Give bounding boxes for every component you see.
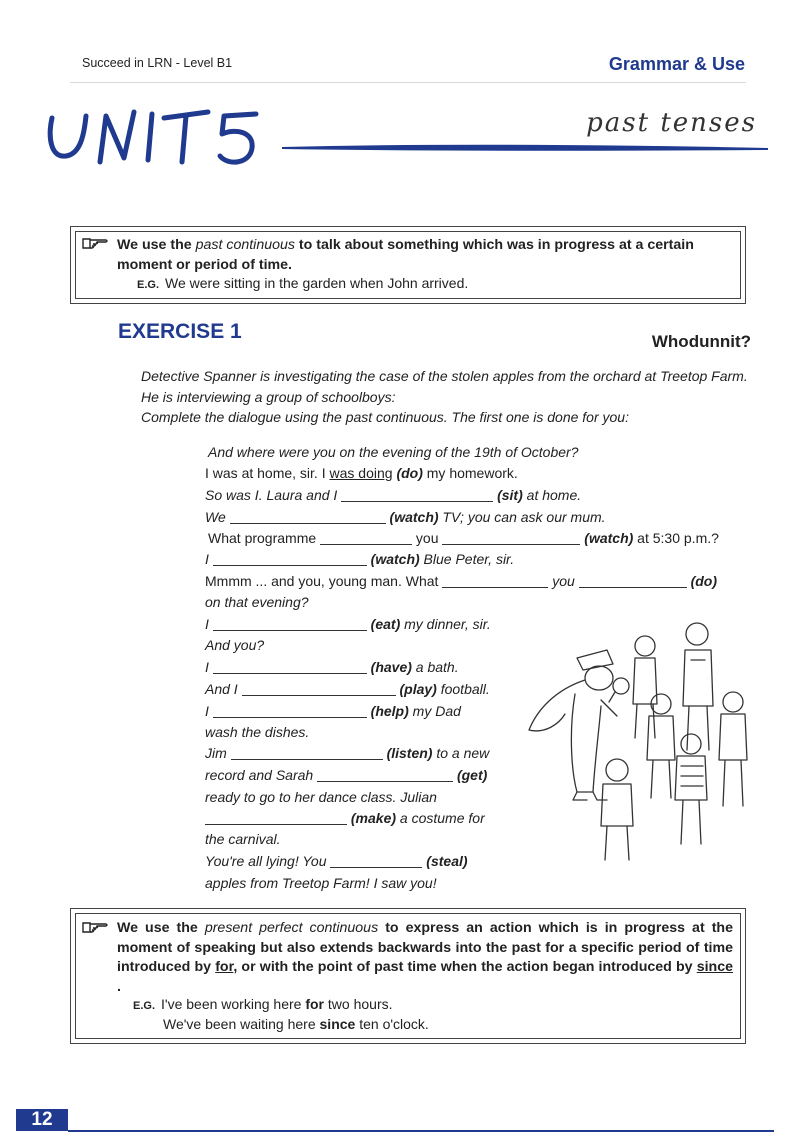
detective-and-boys-illustration bbox=[515, 620, 750, 870]
rule-text: We use the present perfect continuous to express an action which is in progress at the moment of speaking but also extends backwards into the past for a specific period of time introduced by for, or with the point of past time when the action began introduced by since . bbox=[117, 920, 733, 995]
answer-blank[interactable] bbox=[230, 522, 386, 524]
section-title: Grammar & Use bbox=[608, 54, 745, 74]
dialogue-line: wash the dishes. bbox=[205, 724, 310, 740]
answer-blank[interactable] bbox=[442, 543, 580, 545]
dialogue-line: record and Sarah (get) bbox=[205, 767, 488, 783]
grammar-rule-box bbox=[70, 908, 746, 1044]
pointing-hand-icon bbox=[81, 234, 109, 252]
dialogue-line: I (help) my Dad bbox=[205, 703, 461, 719]
answer-blank[interactable] bbox=[320, 543, 412, 545]
rule-term: present perfect continuous bbox=[204, 920, 379, 936]
answer-blank[interactable] bbox=[242, 694, 396, 696]
pointing-hand-icon bbox=[81, 918, 109, 936]
rule-text: We use the past continuous to talk about something which was in progress at a certain moment or period of time. bbox=[117, 237, 694, 273]
footer-rule bbox=[68, 1130, 774, 1132]
dialogue-line: ready to go to her dance class. Julian bbox=[205, 789, 437, 805]
rule-example: E.G. I've been working here for two hours. bbox=[133, 996, 393, 1012]
dialogue-line: I was at home, sir. I was doing (do) my homework. bbox=[205, 465, 518, 481]
dialogue-line: We (watch) TV; you can ask our mum. bbox=[205, 509, 606, 525]
dialogue-line: And I (play) football. bbox=[205, 681, 490, 697]
unit-title bbox=[40, 96, 270, 176]
example-answer: was doing bbox=[329, 465, 393, 481]
dialogue-line: You're all lying! You (steal) bbox=[205, 853, 468, 869]
dialogue-line: And you? bbox=[205, 637, 265, 653]
answer-blank[interactable] bbox=[231, 758, 383, 760]
rule-example: E.G. We were sitting in the garden when John arrived. bbox=[137, 275, 469, 291]
page-number: 12 bbox=[16, 1109, 68, 1131]
answer-blank[interactable] bbox=[213, 629, 367, 631]
answer-blank[interactable] bbox=[213, 716, 367, 718]
dialogue-line: apples from Treetop Farm! I saw you! bbox=[205, 875, 437, 891]
answer-blank[interactable] bbox=[341, 500, 493, 502]
header-divider bbox=[70, 82, 746, 83]
grammar-rule-box bbox=[70, 226, 746, 304]
exercise-title: EXERCISE 1 bbox=[118, 320, 242, 343]
dialogue-line: So was I. Laura and I (sit) at home. bbox=[205, 487, 582, 503]
dialogue-line: And where were you on the evening of the 19th of October? bbox=[208, 444, 579, 460]
answer-blank[interactable] bbox=[205, 823, 347, 825]
answer-blank[interactable] bbox=[442, 586, 548, 588]
dialogue-line: I (eat) my dinner, sir. bbox=[205, 616, 491, 632]
dialogue-line: Jim (listen) to a new bbox=[205, 745, 490, 761]
exercise-intro: Detective Spanner is investigating the case of the stolen apples from the orchard at Treetop Farm. He is interviewing a group of schoolboys: Complete the dialogue using the past continuous. The first one is done for you: bbox=[141, 368, 748, 425]
answer-blank[interactable] bbox=[317, 780, 453, 782]
title-brush-stroke bbox=[282, 140, 768, 152]
answer-blank[interactable] bbox=[213, 672, 367, 674]
answer-blank[interactable] bbox=[579, 586, 687, 588]
unit-title-lettering bbox=[40, 96, 270, 176]
exercise-subtitle: Whodunnit? bbox=[651, 332, 751, 351]
rule-term: past continuous bbox=[195, 237, 295, 253]
dialogue-line: Mmmm ... and you, young man. What you (do) bbox=[205, 573, 717, 589]
answer-blank[interactable] bbox=[330, 866, 422, 868]
dialogue-line: the carnival. bbox=[205, 831, 281, 847]
dialogue-line: I (watch) Blue Peter, sir. bbox=[205, 551, 515, 567]
dialogue-line: What programme you (watch) at 5:30 p.m.? bbox=[208, 530, 719, 546]
rule-example: We've been waiting here since ten o'clock. bbox=[163, 1016, 429, 1032]
dialogue-line: (make) a costume for bbox=[205, 810, 485, 826]
unit-subtitle: past tenses bbox=[586, 108, 757, 138]
answer-blank[interactable] bbox=[213, 564, 367, 566]
book-title: Succeed in LRN - Level B1 bbox=[82, 56, 233, 70]
dialogue-line: I (have) a bath. bbox=[205, 659, 459, 675]
dialogue-line: on that evening? bbox=[205, 594, 309, 610]
